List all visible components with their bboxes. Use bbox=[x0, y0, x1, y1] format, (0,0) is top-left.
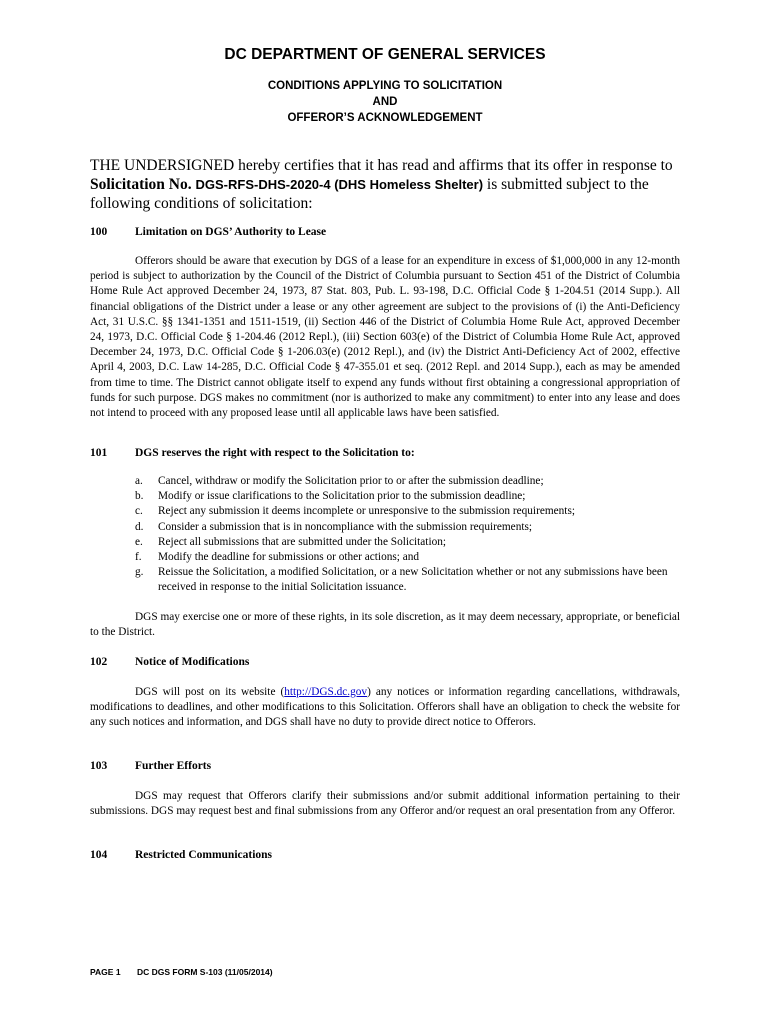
list-item bbox=[135, 504, 680, 519]
body-text-after-link: ) any notices or information regarding cancellations, withdrawals, modifications to deadlines, and other modifications to this Solicitation. Offerors shall have an obligation to check the website for any such notices and information, and DGS shall have no duty to provide direct notice to Offerors. bbox=[90, 686, 680, 729]
document-title: DC DEPARTMENT OF GENERAL SERVICES bbox=[224, 46, 546, 63]
list-letter: d. bbox=[135, 520, 144, 533]
list-item bbox=[135, 520, 680, 535]
list-item bbox=[135, 550, 680, 565]
intro-text-2: is submitted subject to the following conditions of solicitation: bbox=[90, 176, 649, 212]
dgs-website-link[interactable]: http://DGS.dc.gov bbox=[284, 686, 368, 698]
section-number: 103 bbox=[90, 760, 108, 772]
page-number: PAGE 1 bbox=[90, 967, 121, 977]
section-title: Limitation on DGS’ Authority to Lease bbox=[135, 226, 327, 238]
section-number: 104 bbox=[90, 849, 108, 861]
solicitation-label: Solicitation No. bbox=[90, 176, 192, 193]
intro-text-1: THE UNDERSIGNED hereby certifies that it has read and affirms that its offer in response to bbox=[90, 157, 673, 174]
section-102-heading bbox=[90, 656, 249, 668]
list-text: Cancel, withdraw or modify the Solicitation prior to or after the submission deadline; bbox=[158, 475, 544, 487]
section-100-body: Offerors should be aware that execution by DGS of a lease for an expenditure in excess of $1,000,000 in any 12-month period is subject to authorization by the Council of the District of Columbia pursuant to Section 451 of the District of Columbia Home Rule Act approved December 24, 1973, 87 Stat. 803, Pub. L. 93-198, D.C. Official Code § 1-204.51 (2014 Supp.). All financial obligations of the District under a lease or any other agreement are subject to the provisions of (i) the Anti-Deficiency Act, 31 U.S.C. §§ 1341-1351 and 1511-1519, (ii) Section 446 of the District of Columbia Home Rule Act, approved December 24, 1973, D.C. Official Code § 1-204.46 (2012 Repl.), (iii) Section 603(e) of the District of Columbia Home Rule Act, approved December 24, 1973, D.C. Official Code § 1-206.03(e) (2012 Repl.), and (iv) the District Anti-Deficiency Act of 2002, effective April 4, 2003, D.C. Law 14-285, D.C. Official Code § 47-355.01 et seq. (2012 Repl. and 2014 Supp.), each as may be amended from time to time. The District cannot obligate itself to expend any funds without first obtaining a congressional appropriation of funds for such purpose. DGS makes no commitment (nor is authorized to make any commitment) to enter into any lease and does not intend to proceed with any proposed lease until all applicable laws have been satisfied. bbox=[90, 255, 680, 420]
section-103-heading bbox=[90, 760, 211, 772]
section-100-heading bbox=[90, 226, 326, 238]
section-102-body bbox=[90, 685, 680, 731]
certification-statement bbox=[90, 156, 690, 213]
section-101-heading bbox=[90, 447, 415, 459]
section-104-heading bbox=[90, 849, 272, 861]
subtitle-line-2: AND bbox=[372, 96, 398, 108]
section-title: Restricted Communications bbox=[135, 849, 273, 861]
list-letter: e. bbox=[135, 535, 143, 548]
section-101-closing: DGS may exercise one or more of these rights, in its sole discretion, as it may deem necessary, appropriate, or beneficial to the District. bbox=[90, 611, 680, 639]
list-item bbox=[135, 535, 680, 550]
list-item bbox=[135, 474, 680, 489]
section-number: 102 bbox=[90, 656, 108, 668]
section-title: DGS reserves the right with respect to the Solicitation to: bbox=[135, 447, 415, 459]
list-text: Modify the deadline for submissions or other actions; and bbox=[158, 551, 420, 564]
section-title: Notice of Modifications bbox=[135, 656, 250, 668]
form-id: DC DGS FORM S-103 (11/05/2014) bbox=[137, 967, 273, 977]
solicitation-id: DGS-RFS-DHS-2020-4 (DHS Homeless Shelter) bbox=[195, 177, 484, 192]
list-text: Modify or issue clarifications to the Solicitation prior to the submission deadline; bbox=[158, 490, 526, 503]
list-text: Reissue the Solicitation, a modified Solicitation, or a new Solicitation whether or not any submissions have been received in response to the initial Solicitation issuance. bbox=[158, 566, 668, 594]
page-footer bbox=[90, 967, 273, 977]
list-text: Consider a submission that is in noncompliance with the submission requirements; bbox=[158, 520, 533, 533]
section-103-body: DGS may request that Offerors clarify their submissions and/or submit additional information pertaining to their submissions. DGS may request best and final submissions from any Offeror and/or request an oral presentation from any Offeror. bbox=[90, 790, 680, 818]
rights-list bbox=[135, 474, 680, 596]
list-letter: f. bbox=[135, 551, 142, 564]
list-text: Reject any submission it deems incomplete or unresponsive to the submission requirements; bbox=[158, 505, 575, 518]
body-text-before-link: DGS will post on its website ( bbox=[135, 686, 285, 698]
subtitle-line-3: OFFEROR’S ACKNOWLEDGEMENT bbox=[287, 112, 483, 124]
list-item bbox=[135, 565, 680, 595]
list-letter: a. bbox=[135, 475, 143, 487]
list-letter: b. bbox=[135, 490, 144, 503]
list-letter: g. bbox=[135, 566, 144, 579]
list-text: Reject all submissions that are submitted under the Solicitation; bbox=[158, 535, 447, 548]
section-number: 100 bbox=[90, 226, 108, 238]
subtitle-line-1: CONDITIONS APPLYING TO SOLICITATION bbox=[267, 80, 503, 92]
section-number: 101 bbox=[90, 447, 108, 459]
list-letter: c. bbox=[135, 505, 143, 518]
section-title: Further Efforts bbox=[135, 760, 212, 772]
list-item bbox=[135, 489, 680, 504]
